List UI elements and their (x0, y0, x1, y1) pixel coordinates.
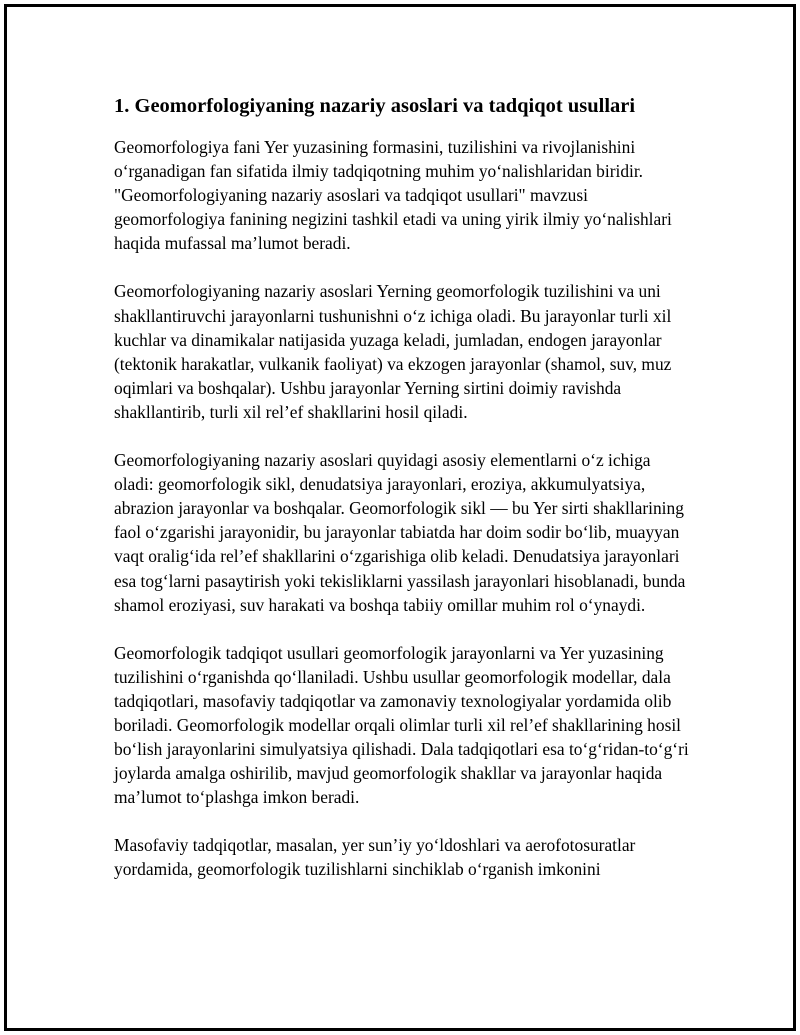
paragraph-5: Masofaviy tadqiqotlar, masalan, yer sun’iy yo‘ldoshlari va aerofotosuratlar yordamida, geomorfologik tuzilishlarni sinchiklab o‘rganish imkonini (114, 835, 636, 880)
paragraph-1: Geomorfologiya fani Yer yuzasining formasini, tuzilishini va rivojlanishini o‘rganadigan fan sifatida ilmiy tadqiqotning muhim yo‘nalishlaridan biridir. "Geomorfologiyaning nazariy asoslari va tadqiqot usullari" mavzusi geomorfologiya fanining negizini tashkil etadi va uning yirik ilmiy yo‘nalishlari haqida mufassal ma’lumot beradi. (114, 137, 672, 254)
paragraph-2: Geomorfologiyaning nazariy asoslari Yerning geomorfologik tuzilishini va uni shakllantiruvchi jarayonlarni tushunishni o‘z ichiga oladi. Bu jarayonlar turli xil kuchlar va dinamikalar natijasida yuzaga keladi, jumladan, endogen jarayonlar (tektonik harakatlar, vulkanik faoliyat) va ekzogen jarayonlar (shamol, suv, muz oqimlari va boshqalar). Ushbu jarayonlar Yerning sirtini doimiy ravishda shakllantirib, turli xil rel’ef shakllarini hosil qiladi. (114, 281, 672, 422)
document-body (114, 92, 689, 906)
paragraph-4: Geomorfologik tadqiqot usullari geomorfologik jarayonlarni va Yer yuzasining tuzilishini o‘rganishda qo‘llaniladi. Ushbu usullar geomorfologik modellar, dala tadqiqotlari, masofaviy tadqiqotlar va zamonaviy texnologiyalar yordamida olib boriladi. Geomorfologik modellar orqali olimlar turli xil rel’ef shakllarining hosil bo‘lish jarayonlarini simulyatsiya qilishadi. Dala tadqiqotlari esa to‘g‘ridan-to‘g‘ri joylarda amalga oshirilib, mavjud geomorfologik shakllar va jarayonlar haqida ma’lumot to‘plashga imkon beradi. (114, 642, 689, 808)
section-heading: 1. Geomorfologiyaning nazariy asoslari va tadqiqot usullari (114, 95, 636, 117)
paragraph-3: Geomorfologiyaning nazariy asoslari quyidagi asosiy elementlarni o‘z ichiga oladi: geomorfologik sikl, denudatsiya jarayonlari, eroziya, akkumulyatsiya, abrazion jarayonlar va boshqalar. Geomorfologik sikl — bu Yer sirti shakllarining faol o‘zgarishi jarayonidir, bu jarayonlar tabiatda har doim sodir bo‘lib, muayyan vaqt oralig‘ida rel’ef shakllarini o‘zgarishiga olib keladi. Denudatsiya jarayonlari esa tog‘larni pasaytirish yoki tekisliklarni yassilash jarayonlari hisoblanadi, bunda shamol eroziyasi, suv harakati va boshqa tabiiy omillar muhim rol o‘ynaydi. (114, 450, 686, 615)
